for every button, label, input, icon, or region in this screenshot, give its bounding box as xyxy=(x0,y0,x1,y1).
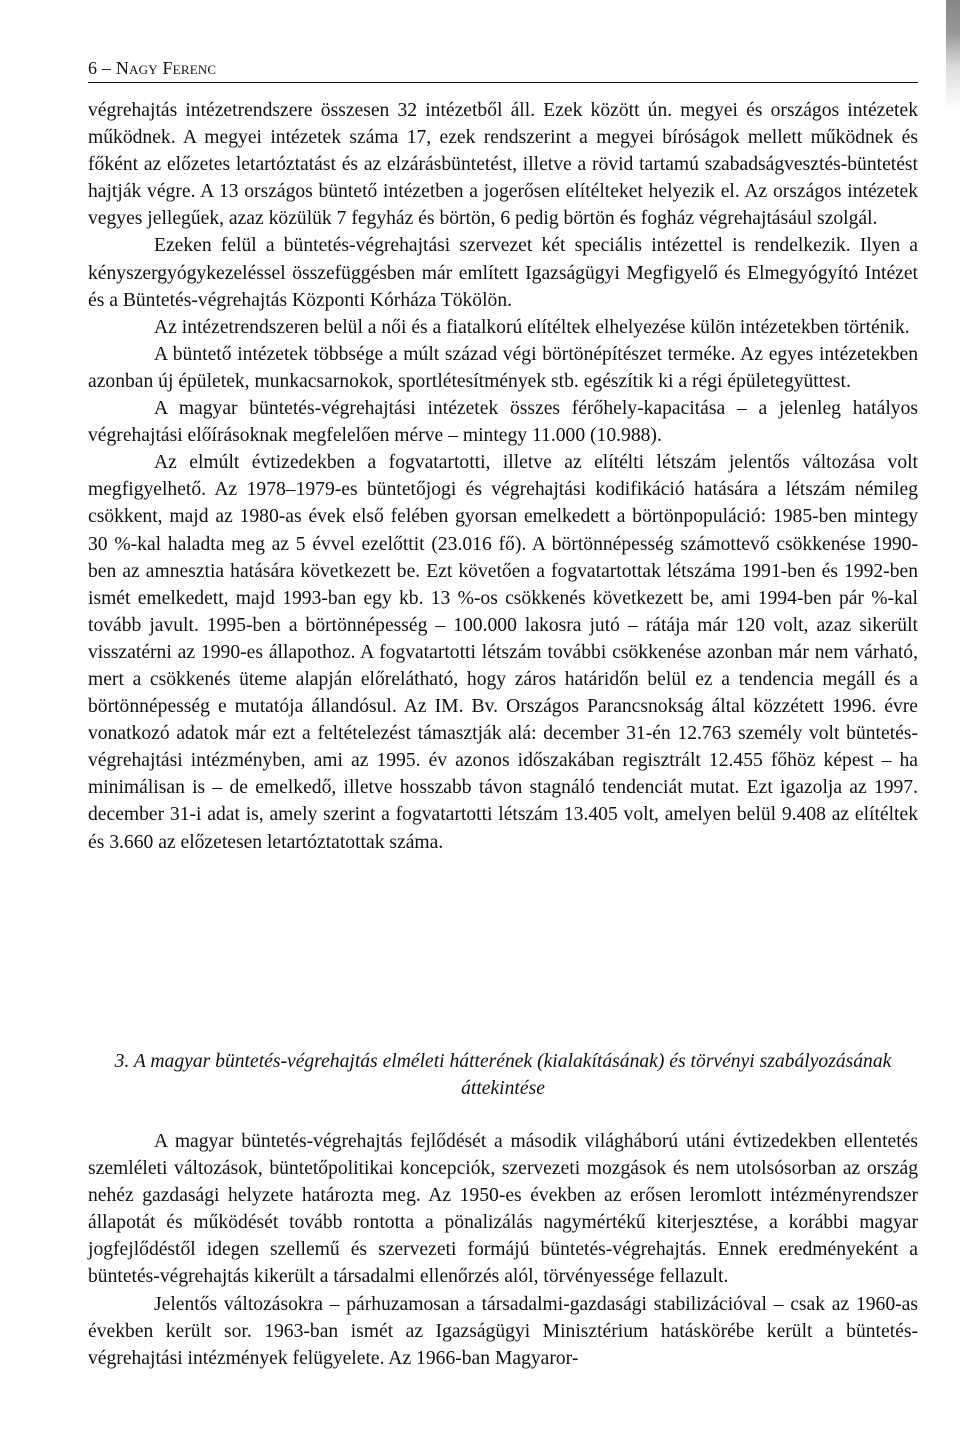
paragraph-6: Az elmúlt évtizedekben a fogvatartotti, illetve az elítélti létszám jelentős változása volt megfigyelhető. Az 1978–1979-es büntetőjogi és végrehajtási kodifikáció hatására a létszám némileg csökkent, majd az 1980-as évek első felében gyorsan emelkedett a börtönpopuláció: 1985-ben mintegy 30 %-kal haladta meg az 5 évvel ezelőttit (23.016 fő). A börtönnépesség számottevő csökkenése 1990-ben az amnesztia hatására következett be. Ezt követően a fogvatartottak létszáma 1991-ben és 1992-ben ismét emelkedett, majd 1993-ban egy kb. 13 %-os csökkenés következett be, ami 1994-ben pár %-kal tovább javult. 1995-ben a börtönnépesség – 100.000 lakosra jutó – rátája már 120 volt, azaz sikerült visszatérni az 1990-es állapothoz. A fogvatartotti létszám további csökkenése azonban már nem várható, mert a csökkenés üteme alapján előrelátható, hogy záros határidőn belül ez a tendencia megáll és a börtönnépesség e mutatója állandósul. Az IM. Bv. Országos Parancsnokság által közzétett 1996. évre vonatkozó adatok már ezt a feltételezést támasztják alá: december 31-én 12.763 személy volt büntetés-végrehajtási intézményben, ami az 1995. év azonos időszakában regisztrált 12.455 főhöz képest – ha minimálisan is – de emelkedő, illetve hosszabb távon stagnáló tendenciát mutat. Ezt igazolja az 1997. december 31-i adat is, amely szerint a fogvatartotti létszám 13.405 volt, amelyen belül 9.408 az elítéltek és 3.660 az előzetesen letartóztatottak száma. xyxy=(88,452,918,853)
running-header xyxy=(88,58,918,83)
section-heading: 3. A magyar büntetés-végrehajtás elméleti hátterének (kialakításának) és törvényi szabályozásának áttekintése xyxy=(114,1051,892,1100)
paragraph-3: Az intézetrendszeren belül a női és a fiatalkorú elítéltek elhelyezése külön intézetekben történik. xyxy=(154,316,910,338)
section-paragraph-2: Jelentős változásokra – párhuzamosan a társadalmi-gazdasági stabilizációval – csak az 1960-as években került sor. 1963-ban ismét az Igazságügyi Minisztérium hatáskörébe került a büntetés-végrehajtási intézmények felügyelete. Az 1966-ban Magyaror- xyxy=(88,1293,918,1369)
section-body xyxy=(88,1128,918,1372)
scan-edge-mark xyxy=(946,0,960,110)
page-number: 6 xyxy=(88,58,98,78)
paragraph-5: A magyar büntetés-végrehajtási intézetek összes férőhely-kapacitása – a jelenleg hatályos végrehajtási előírásoknak megfelelően mérve – mintegy 11.000 (10.988). xyxy=(88,398,918,447)
paragraph-1: végrehajtás intézetrendszere összesen 32 intézetből áll. Ezek között ún. megyei és országos intézetek működnek. A megyei intézetek száma 17, ezek rendszerint a megyei bíróságok mellett működnek és főként az előzetes letartóztatást és az elzárásbüntetést, illetve a rövid tartamú szabadságvesztés-büntetést hajtják végre. A 13 országos büntető intézetben a jogerősen elítélteket helyezik el. Az országos intézetek vegyes jellegűek, azaz közülük 7 fegyház és börtön, 6 pedig börtön és fogház végrehajtásául szolgál. xyxy=(88,100,918,230)
section-paragraph-1: A magyar büntetés-végrehajtás fejlődését a második világháború utáni évtizedekben ellentetés szemléleti változások, büntetőpolitikai koncepciók, szervezeti mozgások és nem utolsósorban az ország nehéz gazdasági helyzete határozta meg. Az 1950-es években az erősen leromlott intézményrendszer állapotát és működését tovább rontotta a pönalizálás nagymértékű kiterjesztése, a korábbi magyar jogfejlődéstől idegen szellemű és szervezeti formájú büntetés-végrehajtás. Ennek eredményeként a büntetés-végrehajtás kikerült a társadalmi ellenőrzés alól, törvényessége fellazult. xyxy=(88,1131,918,1288)
body-text xyxy=(88,97,918,856)
header-separator: – xyxy=(101,58,112,78)
paragraph-4: A büntető intézetek többsége a múlt század végi börtönépítészet terméke. Az egyes intézetekben azonban új épületek, munkacsarnokok, sportlétesítmények stb. egészítik ki a régi épületegyüttest. xyxy=(88,343,918,392)
header-author: Nagy Ferenc xyxy=(115,58,217,78)
paragraph-2: Ezeken felül a büntetés-végrehajtási szervezet két speciális intézettel is rendelkezik. Ilyen a kényszergyógykezeléssel összefüggésben már említett Igazságügyi Megfigyelő és Elmegyógyító Intézet és a Büntetés-végrehajtás Központi Kórháza Tökölön. xyxy=(88,235,918,311)
